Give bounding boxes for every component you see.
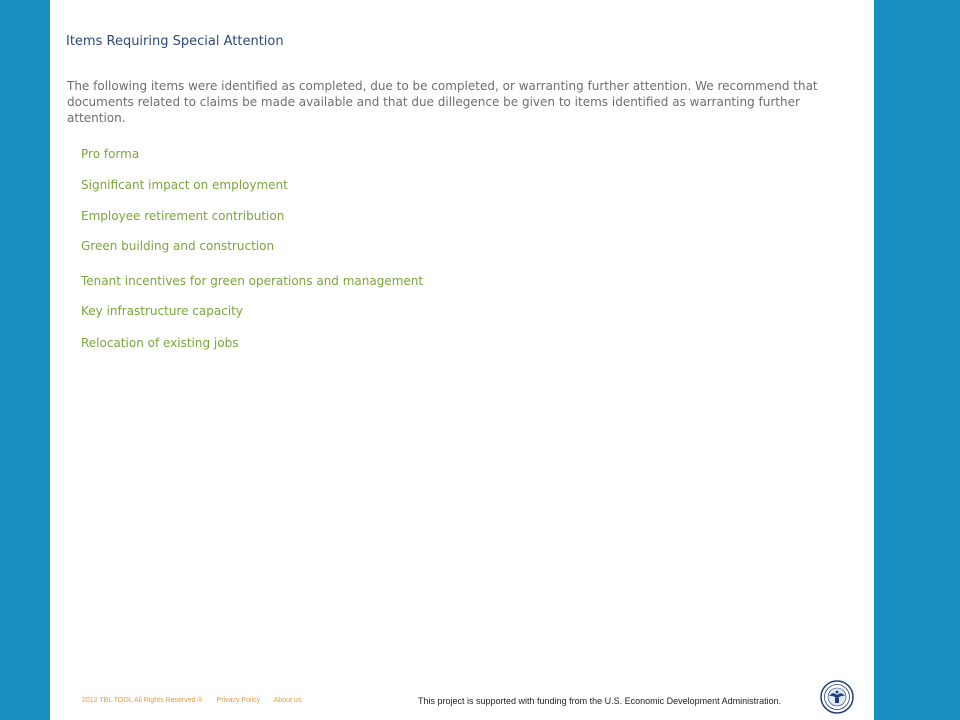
- copyright-text: 2012 TBL TOOL All Rights Reserved ®: [82, 697, 203, 704]
- list-item-employment-impact: Significant impact on employment: [81, 178, 288, 192]
- content-page: [50, 0, 874, 720]
- about-us-link[interactable]: About us: [273, 697, 302, 704]
- list-item-pro-forma: Pro forma: [81, 147, 140, 161]
- list-item-job-relocation: Relocation of existing jobs: [81, 336, 239, 350]
- list-item-green-building: Green building and construction: [81, 239, 275, 253]
- eda-seal-icon: [820, 680, 854, 714]
- intro-paragraph: The following items were identified as completed, due to be completed, or warranting further attention. We recommend that documents related to claims be made available and that due dillegence be given to items identified as warranting further attention.: [67, 79, 818, 125]
- list-item-tenant-incentives: Tenant incentives for green operations and management: [81, 274, 424, 288]
- list-item-infrastructure-capacity: Key infrastructure capacity: [81, 304, 243, 318]
- funding-statement: This project is supported with funding from the U.S. Economic Development Administration.: [418, 696, 782, 706]
- privacy-policy-link[interactable]: Privacy Policy: [216, 697, 261, 704]
- footer-links: [82, 697, 313, 704]
- list-item-retirement-contribution: Employee retirement contribution: [81, 209, 285, 223]
- page-title: Items Requiring Special Attention: [66, 34, 284, 49]
